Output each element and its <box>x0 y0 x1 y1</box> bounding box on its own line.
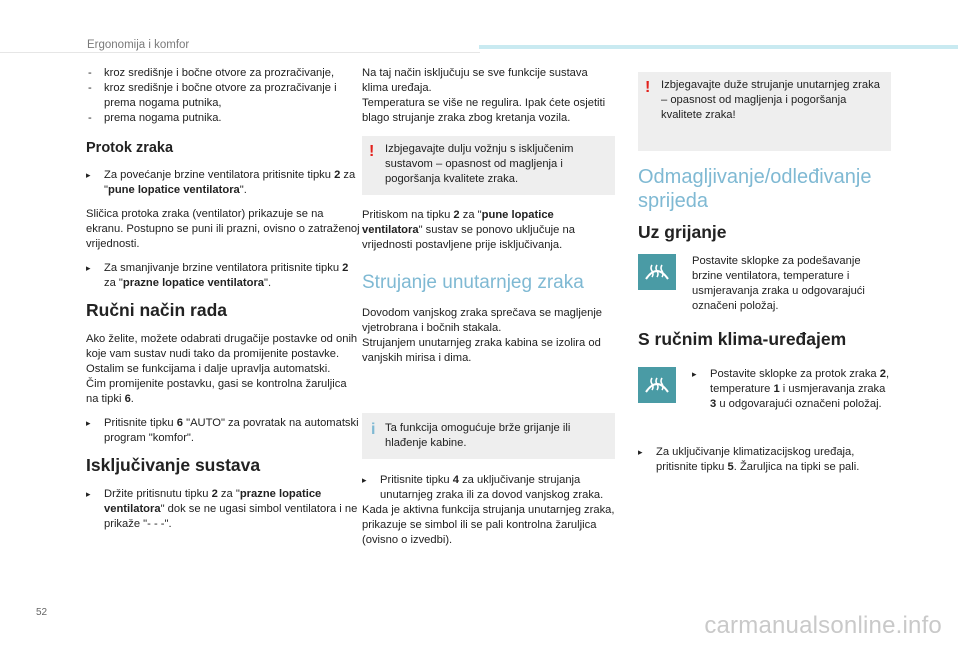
arrow-right-icon: ▸ <box>86 418 91 428</box>
warning-box: ! Izbjegavajte dulju vožnju s isključenim sustavom – opasnost od magljenja i pogoršanja kvalitete zraka. <box>362 136 615 195</box>
list-item: - kroz središnje i bočne otvore za prozračivanje i prema nogama putnika, <box>86 81 361 111</box>
paragraph: Temperatura se više ne regulira. Ipak ćete osjetiti blago strujanje zraka zbog kretanja vozila. <box>362 97 606 124</box>
instruction-text: Postavite sklopke za podešavanje brzine ventilatora, temperature i usmjeravanja zraka u odgovarajući označeni položaj. <box>692 255 865 312</box>
watermark: carmanualsonline.info <box>704 612 942 639</box>
list-item: - kroz središnje i bočne otvore za prozračivanje, <box>86 66 361 81</box>
step-increase-fan: ▸ Za povećanje brzine ventilatora pritisnite tipku 2 za "pune lopatice ventilatora". <box>86 169 356 196</box>
column-1 <box>86 66 361 541</box>
step-recirculation: ▸ Pritisnite tipku 4 za uključivanje strujanja unutarnjeg zraka ili za dovod vanjskog zraka. <box>362 474 604 501</box>
page-header-title: Ergonomija i komfor <box>87 39 190 51</box>
arrow-right-icon: ▸ <box>638 447 643 457</box>
step-switch-off: ▸ Držite pritisnutu tipku 2 za "prazne lopatice ventilatora" dok se ne ugasi simbol ventilatora i ne prikaže "- - -". <box>86 488 358 530</box>
section-title-rucni: Ručni način rada <box>86 300 228 320</box>
step-ac-on: ▸ Za uključivanje klimatizacijskog uređaja, pritisnite tipku 5. Žaruljica na tipki se pali. <box>638 446 860 473</box>
paragraph: Ako želite, možete odabrati drugačije postavke od onih koje vam sustav nudi tako da promijenite postavke. Ostalim se funkcijama i dalje upravlja automatski. <box>86 333 358 375</box>
section-title-uz-grijanje: Uz grijanje <box>638 222 727 242</box>
exclamation-warning-icon: ! <box>369 143 375 160</box>
arrow-right-icon: ▸ <box>86 489 91 499</box>
step-decrease-fan: ▸ Za smanjivanje brzine ventilatora pritisnite tipku 2 za "prazne lopatice ventilatora". <box>86 262 349 289</box>
defrost-instruction <box>638 254 891 318</box>
column-3 <box>638 66 891 484</box>
section-title-protok: Protok zraka <box>86 140 174 156</box>
header-rule <box>0 52 480 53</box>
column-2 <box>362 66 615 557</box>
info-icon: i <box>371 421 376 438</box>
paragraph: Strujanjem unutarnjeg zraka kabina se izolira od vanjskih mirisa i dima. <box>362 337 601 364</box>
paragraph: Pritiskom na tipku 2 za "pune lopatice ventilatora" sustav se ponovo uključuje na vrijednosti postavljene prije isključivanja. <box>362 209 575 251</box>
section-title-klima: S ručnim klima-uređajem <box>638 329 847 349</box>
info-box: i Ta funkcija omogućuje brže grijanje ili hlađenje kabine. <box>362 413 615 459</box>
header-accent-bar <box>479 45 958 49</box>
arrow-right-icon: ▸ <box>362 475 367 485</box>
arrow-right-icon: ▸ <box>86 263 91 273</box>
windshield-defrost-icon <box>638 254 676 290</box>
section-title-odmagljivanje: Odmagljivanje/odleđivanje sprijeda <box>638 166 872 212</box>
paragraph: Sličica protoka zraka (ventilator) prikazuje se na ekranu. Postupno se puni ili prazni, ovisno o zatraženoj vrijednosti. <box>86 208 360 250</box>
warning-box: ! Izbjegavajte duže strujanje unutarnjeg zraka – opasnost od magljenja i pogoršanja kvalitete zraka! <box>638 72 891 151</box>
paragraph: Kada je aktivna funkcija strujanja unutarnjeg zraka, prikazuje se simbol ili se pali kontrolna žaruljica (ovisno o izvedbi). <box>362 504 615 546</box>
list-item: - prema nogama putnika. <box>86 111 361 126</box>
defrost-ac-instruction <box>638 367 891 431</box>
arrow-right-icon: ▸ <box>86 170 91 180</box>
page-number: 52 <box>36 607 48 618</box>
exclamation-warning-icon: ! <box>645 79 651 96</box>
windshield-defrost-icon <box>638 367 676 403</box>
arrow-right-icon: ▸ <box>692 369 697 379</box>
section-title-strujanje: Strujanje unutarnjeg zraka <box>362 272 584 293</box>
step-auto: ▸ Pritisnite tipku 6 "AUTO" za povratak na automatski program "komfor". <box>86 417 359 444</box>
step-ac-switches: ▸ Postavite sklopke za protok zraka 2, temperature 1 i usmjeravanja zraka 3 u odgovarajući označeni položaj. <box>692 368 890 410</box>
paragraph: Dovodom vanjskog zraka sprečava se magljenje vjetrobrana i bočnih stakala. <box>362 307 603 334</box>
airflow-direction-list <box>86 66 361 126</box>
section-title-iskljucivanje: Isključivanje sustava <box>86 455 261 475</box>
paragraph: Na taj način isključuju se sve funkcije sustava klima uređaja. <box>362 67 588 94</box>
paragraph: Čim promijenite postavku, gasi se kontrolna žaruljica na tipki 6. <box>86 378 347 405</box>
